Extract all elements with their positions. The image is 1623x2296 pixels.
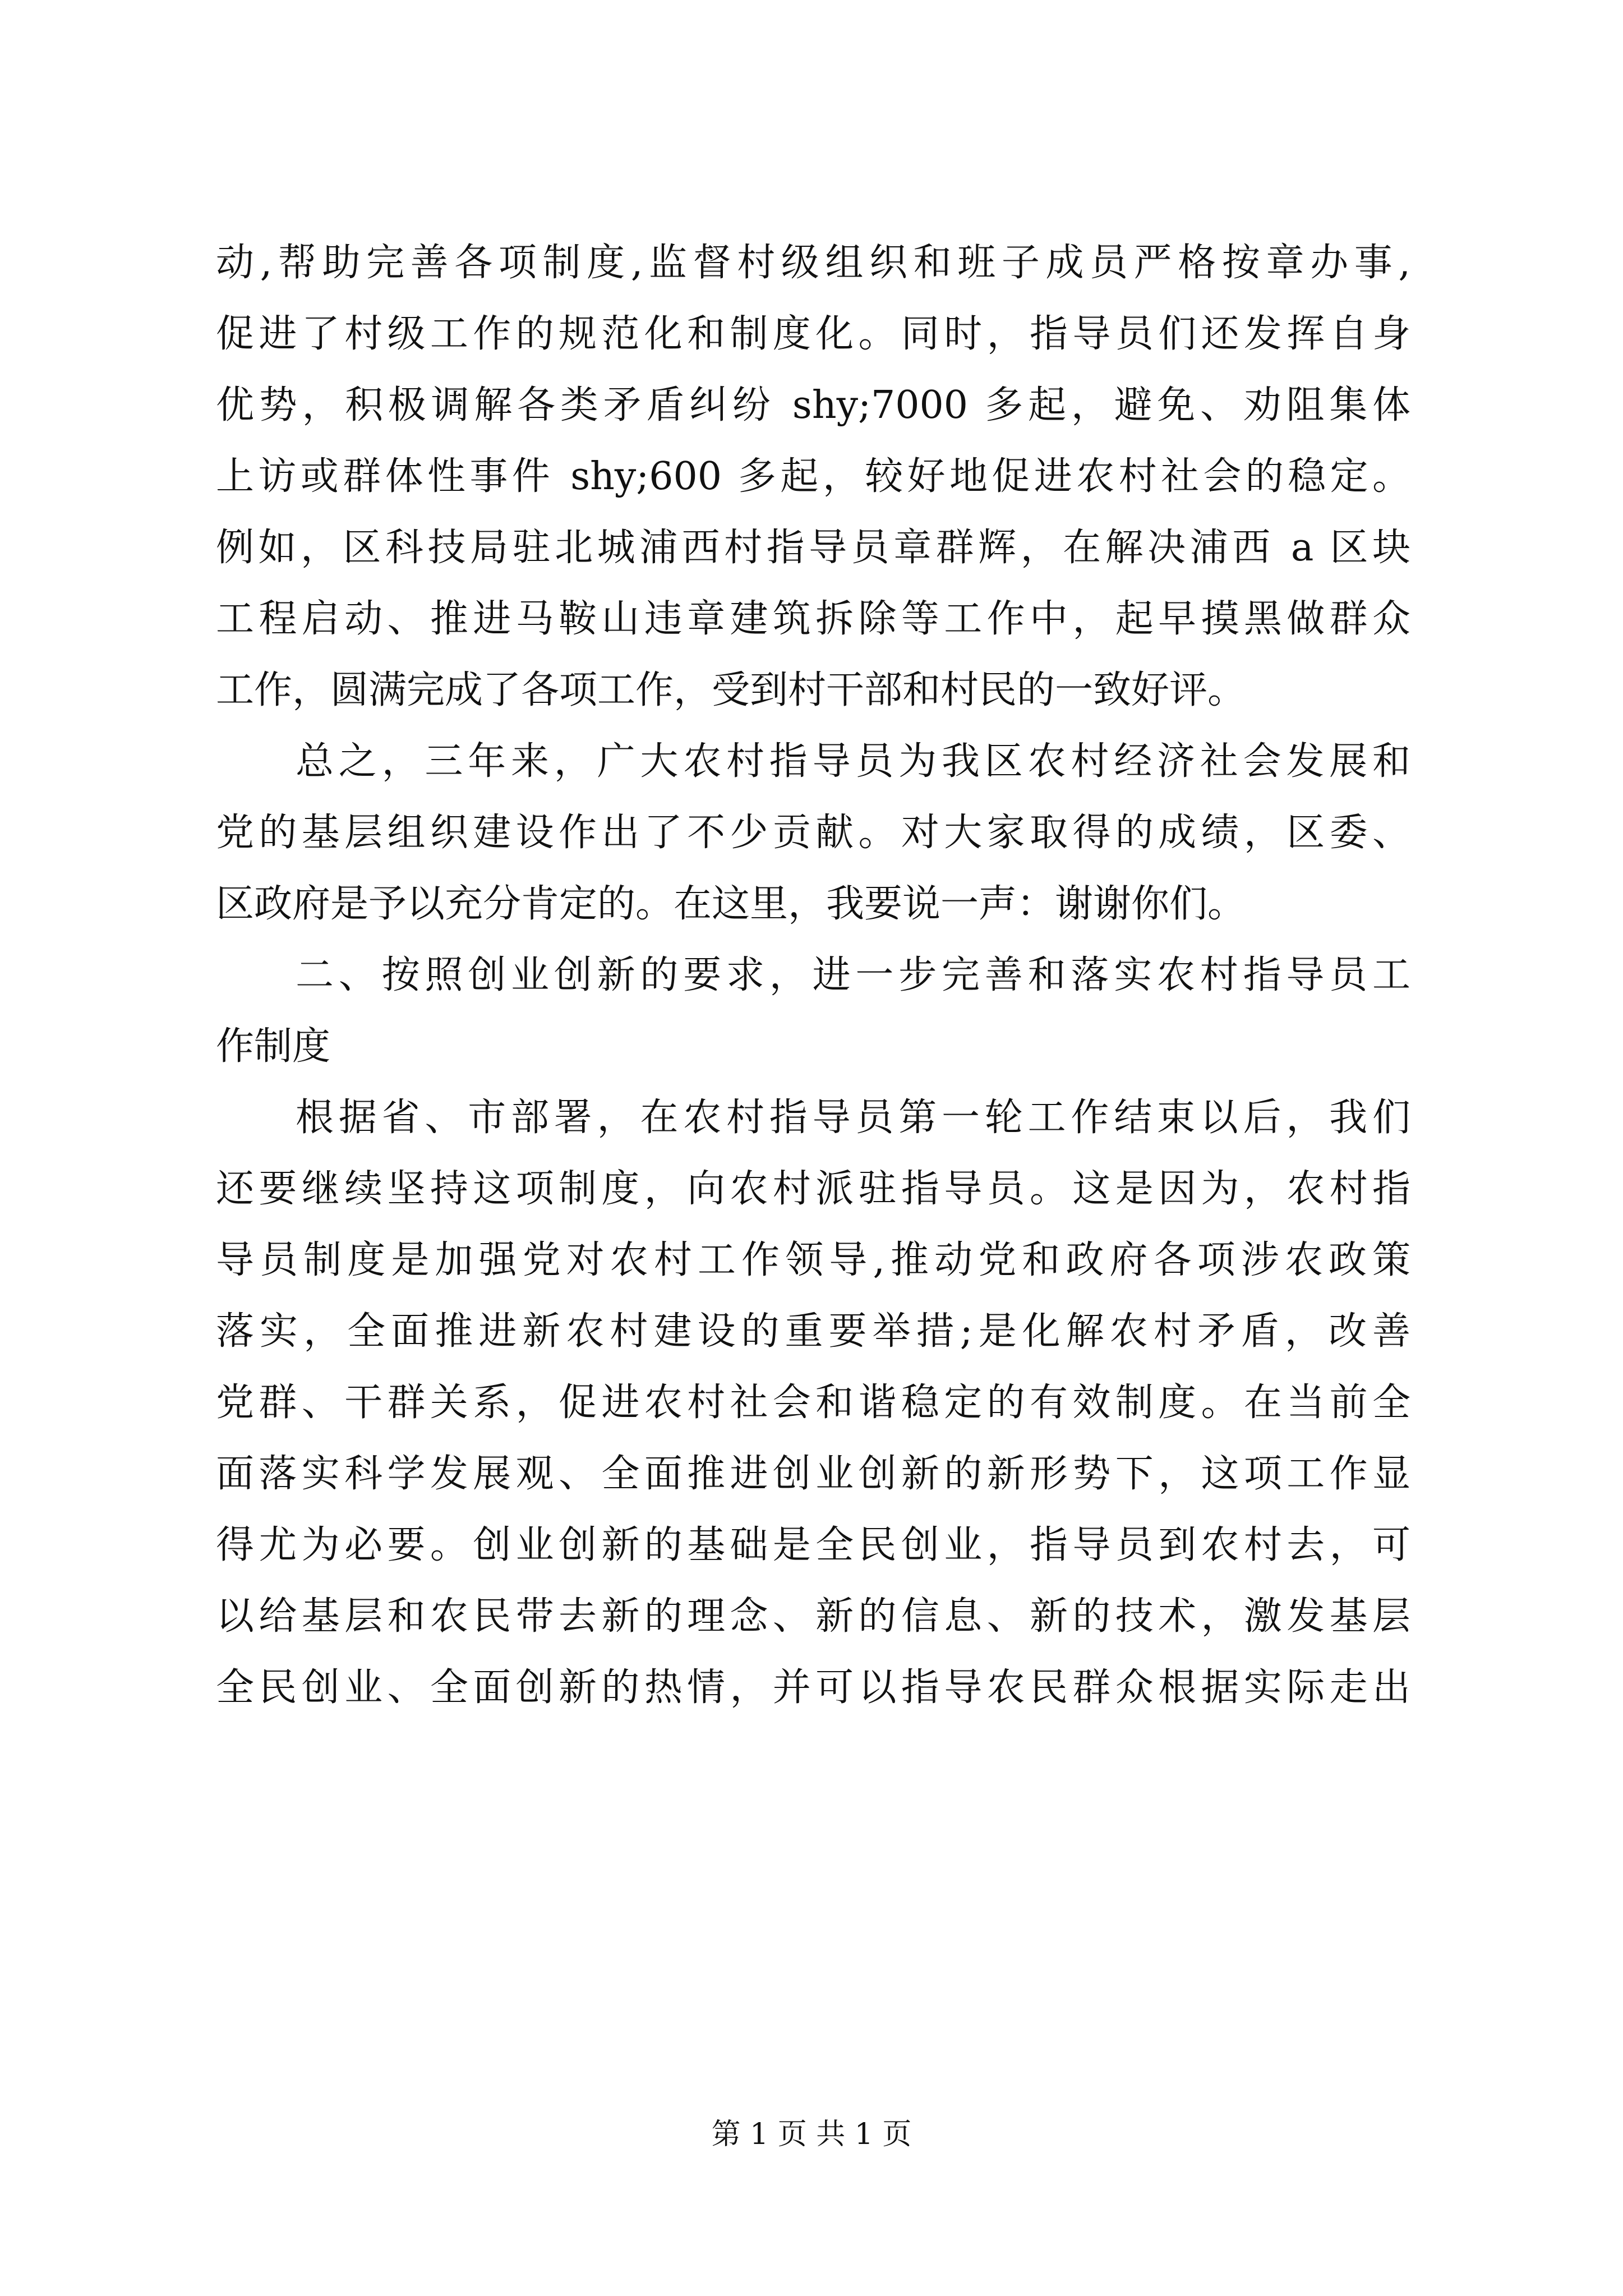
text-line: 工程启动、推进马鞍山违章建筑拆除等工作中，起早摸黑做群众 [216, 597, 1410, 641]
text-line: 工作，圆满完成了各项工作，受到村干部和村民的一致好评。 [216, 668, 1246, 712]
text-line: 区政府是予以充分肯定的。在这里，我要说一声：谢谢你们。 [216, 882, 1246, 926]
text-line: 根据省、市部署，在农村指导员第一轮工作结束以后，我们 [296, 1096, 1410, 1140]
text-line: 面落实科学发展观、全面推进创业创新的新形势下，这项工作显 [216, 1452, 1410, 1496]
page-number: 第 1 页 共 1 页 [711, 2118, 912, 2151]
text-line: 落实，全面推进新农村建设的重要举措;是化解农村矛盾，改善 [216, 1309, 1410, 1354]
text-line: 以给基层和农民带去新的理念、新的信息、新的技术，激发基层 [216, 1594, 1410, 1639]
text-line: 上访或群体性事件 shy;600 多起，较好地促进农村社会的稳定。 [216, 454, 1410, 499]
text-line: 总之，三年来，广大农村指导员为我区农村经济社会发展和 [296, 739, 1410, 784]
text-line: 得尤为必要。创业创新的基础是全民创业，指导员到农村去，可 [216, 1523, 1410, 1567]
text-line: 优势，积极调解各类矛盾纠纷 shy;7000 多起，避免、劝阻集体 [216, 383, 1410, 427]
text-line: 动,帮助完善各项制度,监督村级组织和班子成员严格按章办事, [216, 241, 1410, 285]
text-line: 全民创业、全面创新的热情，并可以指导农民群众根据实际走出 [216, 1665, 1410, 1710]
text-line: 党的基层组织建设作出了不少贡献。对大家取得的成绩，区委、 [216, 811, 1410, 855]
text-line: 党群、干群关系，促进农村社会和谐稳定的有效制度。在当前全 [216, 1381, 1410, 1425]
section-heading-line: 二、按照创业创新的要求，进一步完善和落实农村指导员工 [296, 953, 1410, 997]
document-body [216, 227, 1410, 1723]
page-footer [0, 2115, 1623, 2154]
text-line: 还要继续坚持这项制度，向农村派驻指导员。这是因为，农村指 [216, 1167, 1410, 1211]
text-line: 促进了村级工作的规范化和制度化。同时，指导员们还发挥自身 [216, 312, 1410, 356]
text-line: 例如，区科技局驻北城浦西村指导员章群辉，在解决浦西 a 区块 [216, 526, 1410, 570]
section-heading-line: 作制度 [216, 1024, 331, 1069]
text-line: 导员制度是加强党对农村工作领导,推动党和政府各项涉农政策 [216, 1238, 1410, 1282]
